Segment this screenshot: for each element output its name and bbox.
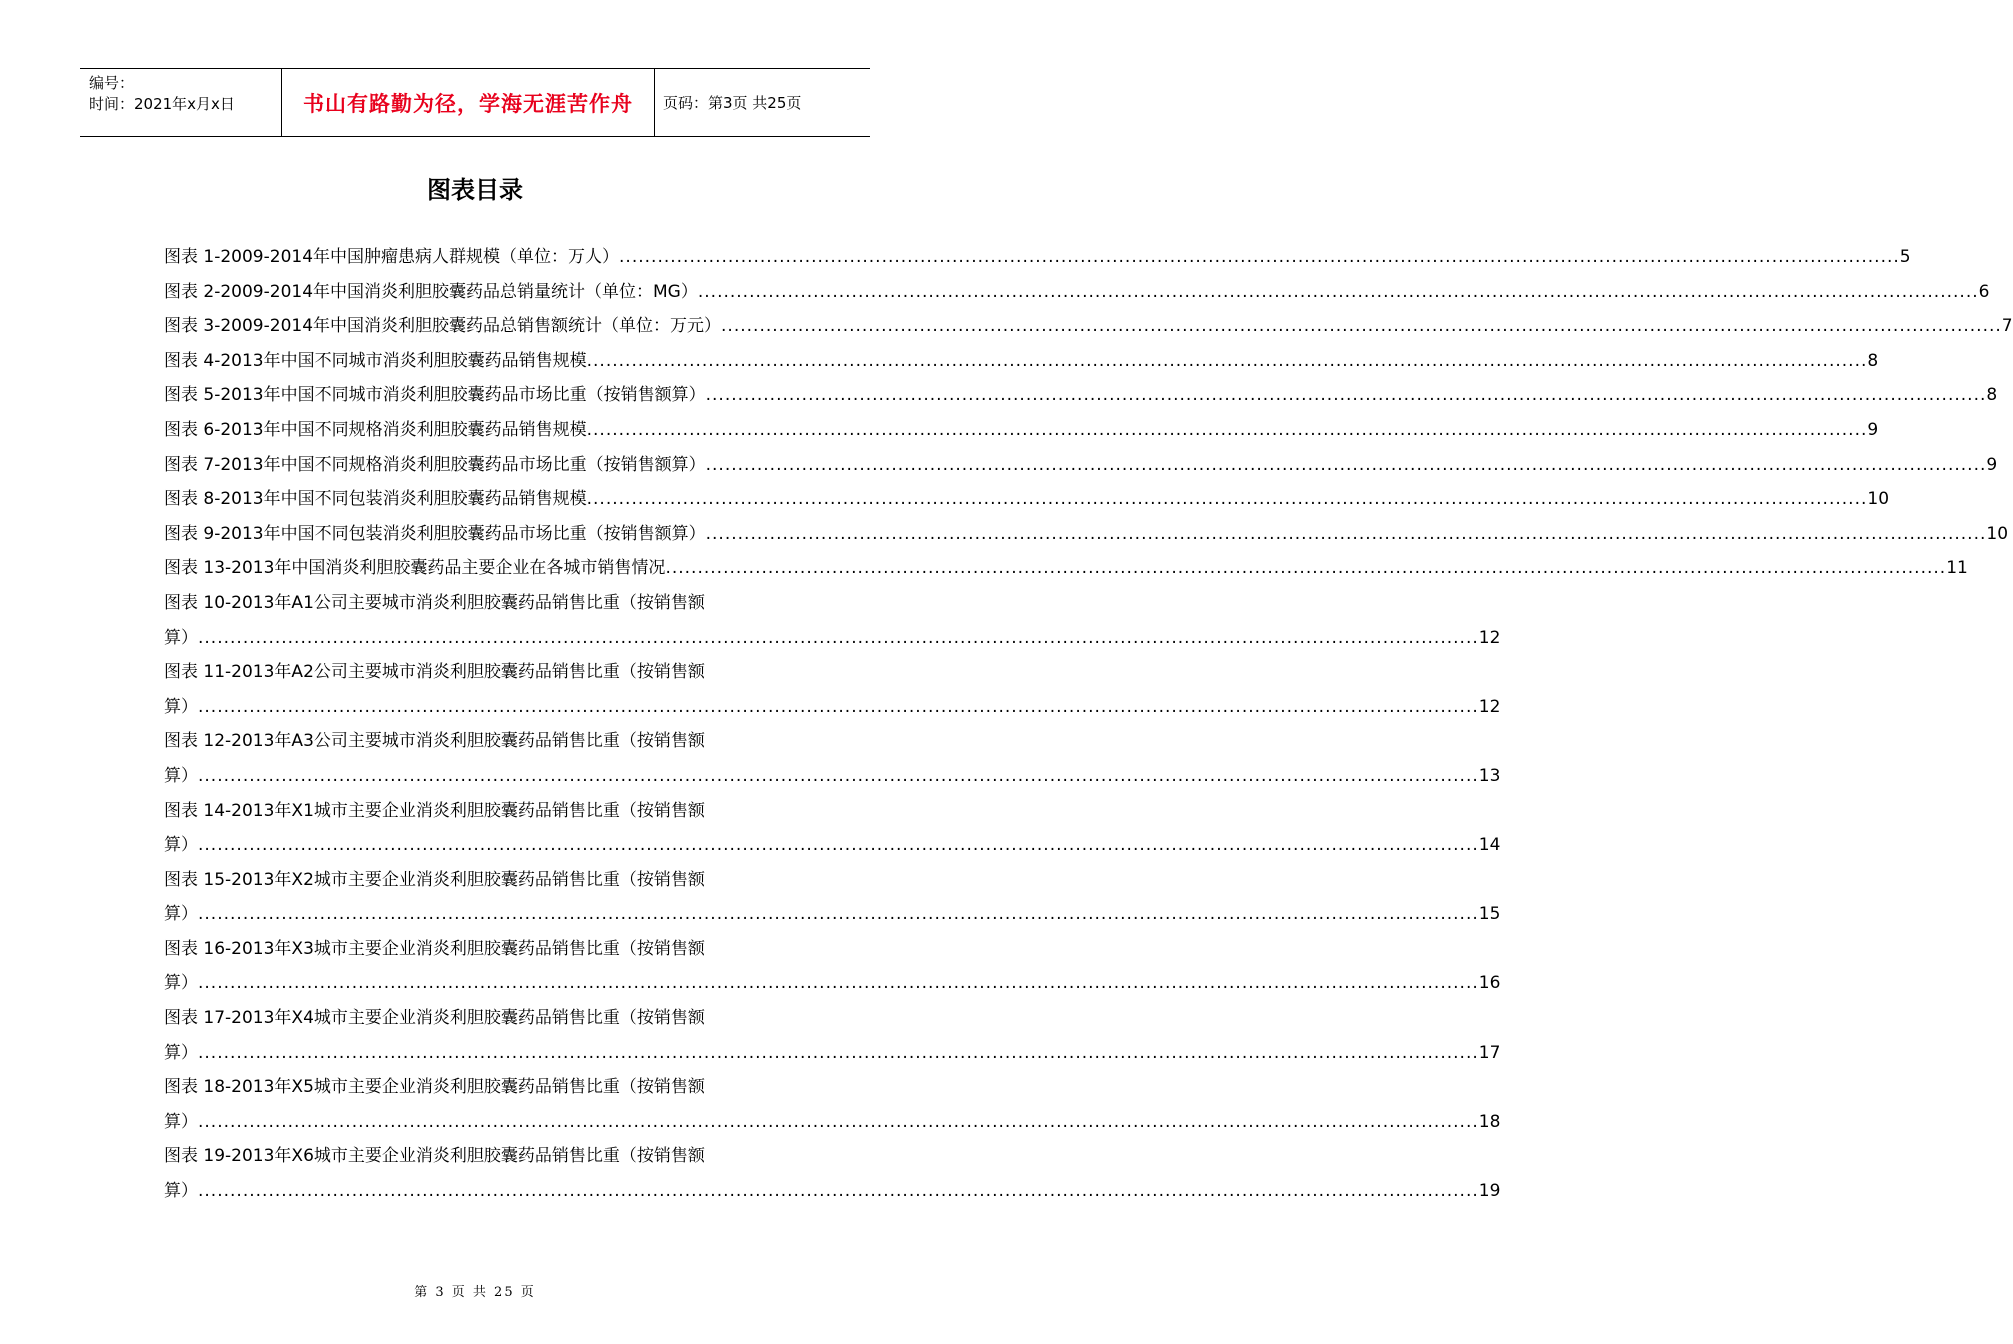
toc-leader-dots: ........................................................................................................................................................................................................: [721, 316, 2002, 337]
toc-page-number: 12: [1478, 627, 1501, 648]
toc-entry-title: 图表 6-2013年中国不同规格消炎利胆胶囊药品销售规模: [164, 419, 587, 440]
toc-page-number: 13: [1478, 765, 1501, 786]
toc-line: [164, 586, 806, 621]
toc-leader-dots: ........................................................................................................................................................................................................: [586, 489, 1868, 510]
toc-leader-dots: ........................................................................................................................................................................................................: [705, 454, 1987, 475]
toc-leader-dots: ........................................................................................................................................................................................................: [198, 1042, 1479, 1063]
toc-leader-dots: ........................................................................................................................................................................................................: [198, 765, 1479, 786]
toc-line: [164, 378, 1998, 413]
toc-page-number: 8: [1867, 350, 1879, 371]
toc-line: [164, 897, 1501, 932]
toc-entry-title: 图表 2-2009-2014年中国消炎利胆胶囊药品总销量统计（单位：MG）: [164, 281, 698, 302]
toc-entry[interactable]: [164, 378, 1998, 413]
toc-line: [164, 655, 806, 690]
toc-entry-title: 图表 19-2013年X6城市主要企业消炎利胆胶囊药品销售比重（按销售额: [164, 1146, 705, 1167]
toc-line: [164, 759, 1501, 794]
toc-line: [164, 794, 806, 829]
toc-entry-title: 算）: [164, 765, 198, 786]
toc-leader-dots: ........................................................................................................................................................................................................: [198, 1111, 1479, 1132]
toc-entry[interactable]: [164, 344, 1879, 379]
toc-line: [164, 1070, 806, 1105]
toc-line: [164, 690, 1501, 725]
header-motto: 书山有路勤为径，学海无涯苦作舟: [281, 69, 655, 136]
toc-entry-title: 算）: [164, 1181, 198, 1202]
table-of-figures: [164, 240, 2013, 1209]
toc-entry-title: 图表 7-2013年中国不同规格消炎利胆胶囊药品市场比重（按销售额算）: [164, 454, 706, 475]
toc-entry-title: 图表 4-2013年中国不同城市消炎利胆胶囊药品销售规模: [164, 350, 587, 371]
toc-entry-title: 图表 3-2009-2014年中国消炎利胆胶囊药品总销售额统计（单位：万元）: [164, 316, 722, 337]
toc-leader-dots: ........................................................................................................................................................................................................: [198, 1181, 1479, 1202]
toc-entry[interactable]: [164, 413, 1879, 448]
toc-leader-dots: ........................................................................................................................................................................................................: [198, 835, 1479, 856]
toc-page-number: 11: [1946, 558, 1968, 579]
toc-leader-dots: ........................................................................................................................................................................................................: [619, 247, 1900, 267]
toc-page-number: 10: [1867, 489, 1890, 510]
toc-line: [164, 344, 1879, 379]
toc-entry-title: 算）: [164, 973, 198, 994]
toc-leader-dots: ........................................................................................................................................................................................................: [705, 523, 1987, 544]
toc-page-number: 9: [1986, 454, 1998, 475]
page-footer: 第 3 页 共 25 页: [414, 1285, 536, 1300]
toc-leader-dots: ........................................................................................................................................................................................................: [198, 904, 1479, 925]
toc-line: [164, 240, 1911, 275]
toc-entry[interactable]: [164, 794, 1501, 863]
toc-line: [164, 413, 1879, 448]
toc-entry-title: 图表 5-2013年中国不同城市消炎利胆胶囊药品市场比重（按销售额算）: [164, 385, 706, 406]
toc-line: [164, 724, 806, 759]
toc-leader-dots: ........................................................................................................................................................................................................: [586, 419, 1868, 440]
toc-entry-title: 图表 18-2013年X5城市主要企业消炎利胆胶囊药品销售比重（按销售额: [164, 1077, 705, 1098]
toc-line: [164, 275, 1990, 310]
toc-page-number: 18: [1478, 1111, 1501, 1132]
toc-page-number: 15: [1478, 904, 1501, 925]
toc-line: [164, 1139, 806, 1174]
toc-page-number: 17: [1478, 1042, 1501, 1063]
toc-page-number: 10: [1986, 523, 2009, 544]
toc-entry[interactable]: [164, 309, 2013, 344]
toc-leader-dots: ........................................................................................................................................................................................................: [198, 696, 1479, 717]
toc-line: [164, 551, 1968, 586]
toc-entry-title: 算）: [164, 627, 198, 648]
toc-line: [164, 482, 1890, 517]
toc-page-number: 19: [1478, 1181, 1501, 1202]
number-label: 编号：: [89, 74, 135, 92]
toc-leader-dots: ........................................................................................................................................................................................................: [665, 558, 1947, 579]
header-meta: [80, 69, 281, 136]
toc-line: [164, 621, 1501, 656]
toc-line: [164, 863, 806, 898]
toc-leader-dots: ........................................................................................................................................................................................................: [198, 973, 1479, 994]
toc-entry-title: 图表 9-2013年中国不同包装消炎利胆胶囊药品市场比重（按销售额算）: [164, 523, 706, 544]
toc-entry-title: 图表 11-2013年A2公司主要城市消炎利胆胶囊药品销售比重（按销售额: [164, 662, 705, 683]
toc-line: [164, 517, 2009, 552]
toc-page-number: 9: [1867, 419, 1879, 440]
toc-entry-title: 图表 15-2013年X2城市主要企业消炎利胆胶囊药品销售比重（按销售额: [164, 869, 705, 890]
toc-entry[interactable]: [164, 586, 1501, 655]
toc-entry-title: 图表 17-2013年X4城市主要企业消炎利胆胶囊药品销售比重（按销售额: [164, 1008, 705, 1029]
header-page-info: 页码：第3页 共25页: [663, 94, 802, 112]
toc-leader-dots: ........................................................................................................................................................................................................: [697, 281, 1979, 302]
toc-entry[interactable]: [164, 448, 1998, 483]
toc-line: [164, 932, 806, 967]
toc-entry[interactable]: [164, 551, 1968, 586]
toc-page-number: 5: [1899, 247, 1911, 267]
toc-entry-title: 图表 10-2013年A1公司主要城市消炎利胆胶囊药品销售比重（按销售额: [164, 592, 705, 613]
toc-entry[interactable]: [164, 1139, 1501, 1208]
page-title: 图表目录: [427, 176, 523, 204]
toc-entry[interactable]: [164, 482, 1890, 517]
toc-leader-dots: ........................................................................................................................................................................................................: [198, 627, 1479, 648]
toc-line: [164, 1174, 1501, 1209]
toc-entry[interactable]: [164, 863, 1501, 932]
toc-entry-title: 算）: [164, 1042, 198, 1063]
toc-page-number: 6: [1978, 281, 1990, 302]
toc-entry[interactable]: [164, 932, 1501, 1001]
toc-entry-title: 算）: [164, 835, 198, 856]
toc-entry[interactable]: [164, 517, 2009, 552]
toc-line: [164, 1001, 806, 1036]
toc-entry-title: 图表 13-2013年中国消炎利胆胶囊药品主要企业在各城市销售情况: [164, 558, 666, 579]
toc-page-number: 16: [1478, 973, 1501, 994]
toc-page-number: 8: [1986, 385, 1998, 406]
toc-entry[interactable]: [164, 1001, 1501, 1070]
toc-entry-title: 图表 16-2013年X3城市主要企业消炎利胆胶囊药品销售比重（按销售额: [164, 938, 705, 959]
toc-entry-title: 算）: [164, 904, 198, 925]
toc-page-number: 7: [2001, 316, 2013, 337]
toc-page-number: 12: [1478, 696, 1501, 717]
toc-entry-title: 图表 12-2013年A3公司主要城市消炎利胆胶囊药品销售比重（按销售额: [164, 731, 705, 752]
toc-entry[interactable]: [164, 275, 1990, 310]
toc-entry[interactable]: [164, 724, 1501, 793]
toc-leader-dots: ........................................................................................................................................................................................................: [705, 385, 1987, 406]
toc-entry-title: 图表 8-2013年中国不同包装消炎利胆胶囊药品销售规模: [164, 489, 587, 510]
toc-entry[interactable]: [164, 1070, 1501, 1139]
toc-line: [164, 1036, 1501, 1071]
toc-leader-dots: ........................................................................................................................................................................................................: [586, 350, 1868, 371]
page-header: [80, 68, 870, 137]
toc-line: [164, 309, 2013, 344]
toc-line: [164, 1105, 1501, 1140]
toc-entry-title: 算）: [164, 1111, 198, 1132]
toc-line: [164, 966, 1501, 1001]
toc-entry[interactable]: [164, 655, 1501, 724]
toc-entry-title: 图表 14-2013年X1城市主要企业消炎利胆胶囊药品销售比重（按销售额: [164, 800, 705, 821]
date-label: 时间：2021年x月x日: [89, 95, 235, 113]
toc-entry-title: 算）: [164, 696, 198, 717]
toc-entry-title: 图表 1-2009-2014年中国肿瘤患病人群规模（单位：万人）: [164, 247, 620, 267]
toc-page-number: 14: [1478, 835, 1501, 856]
toc-line: [164, 828, 1501, 863]
toc-entry[interactable]: [164, 240, 1911, 275]
toc-line: [164, 448, 1998, 483]
